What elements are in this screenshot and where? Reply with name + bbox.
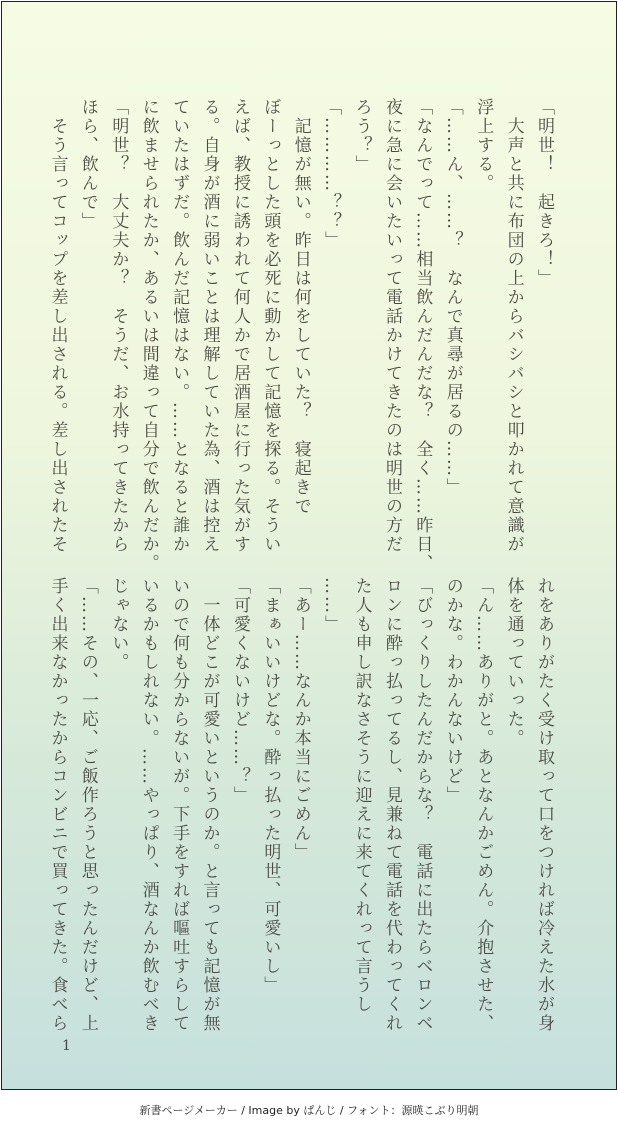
page-number: 1 <box>62 1038 71 1054</box>
text-line: 「可愛くないけど……？」 <box>229 577 250 805</box>
text-line: ぼーっとした頭を必死に動かして記憶を探る。そうい <box>260 98 281 554</box>
text-line: 体を通っていった。 <box>503 577 524 748</box>
upper-text-block <box>42 98 559 573</box>
text-line: ほら、飲んで」 <box>77 98 98 231</box>
text-line: 「…………？？」 <box>321 98 342 250</box>
text-line: ……」 <box>321 577 342 634</box>
text-line: 「まぁいいけどな。酔っ払った明世、可愛いし」 <box>260 577 281 995</box>
text-line: のかな。わかんないけど」 <box>442 577 463 805</box>
text-line: れをありがたく受け取って口をつければ冷えた水が身 <box>534 577 554 1033</box>
text-line: 一体どこが可愛いというのか。と言っても記憶が無 <box>199 577 220 1033</box>
text-line: 浮上する。 <box>473 98 494 193</box>
text-line: ていたはずだ。飲んだ記憶はない。……となると誰か <box>169 98 190 554</box>
text-line: る。自身が酒に弱いことは理解していた為、酒は控え <box>199 98 220 554</box>
text-line: 手く出来なかったからコンビニで買ってきた。食べら <box>47 577 68 1033</box>
text-line: 「……ん、……？ なんで真尋が居るの……」 <box>442 98 463 497</box>
text-line: 記憶が無い。昨日は何をしていた？ 寝起きで <box>290 98 311 516</box>
text-line: そう言ってコップを差し出される。差し出されたそ <box>47 98 68 554</box>
text-line: 「明世！ 起きろ！」 <box>534 98 554 288</box>
text-line: 「ん……ありがと。あとなんかごめん。介抱させた、 <box>473 577 494 1033</box>
text-line: ロンに酔っ払ってるし、見兼ねて電話を代わってくれ <box>381 577 402 1033</box>
text-line: えば、教授に誘われて何人かで居酒屋に行った気がす <box>229 98 250 554</box>
text-line: た人も申し訳なさそうに迎えに来てくれって言うし <box>351 577 372 1014</box>
text-line: じゃない。 <box>108 577 129 672</box>
text-line: ろう？」 <box>351 98 372 174</box>
text-line: 「びっくりしたんだからな？ 電話に出たらベロンベ <box>412 577 433 1033</box>
text-line: 大声と共に布団の上からバシバシと叩かれて意識が <box>503 98 524 554</box>
text-line: いので何も分からないが。下手をすれば嘔吐すらして <box>169 577 190 1033</box>
text-line: に飲ませられたか、あるいは間違って自分で飲んだか。 <box>138 98 159 573</box>
novel-page <box>1 1 617 1090</box>
text-line: 「明世？ 大丈夫か？ そうだ、お水持ってきたから <box>108 98 129 554</box>
lower-text-block <box>42 577 559 1033</box>
text-line: いるかもしれない。……やっぱり、酒なんか飲むべき <box>138 577 159 1033</box>
text-line: 「……その、一応、ご飯作ろうと思ったんだけど、上 <box>77 577 98 1033</box>
text-line: 夜に急に会いたいって電話かけてきたのは明世の方だ <box>381 98 402 554</box>
text-line: 「あー……なんか本当にごめん」 <box>290 577 311 862</box>
credit-footer: 新書ページメーカー / Image by ぱんじ / フォント：源暎こぶり明朝 <box>139 1104 479 1117</box>
text-line: 「なんでって……相当飲んだんだな？ 全く……昨日、 <box>412 98 433 573</box>
